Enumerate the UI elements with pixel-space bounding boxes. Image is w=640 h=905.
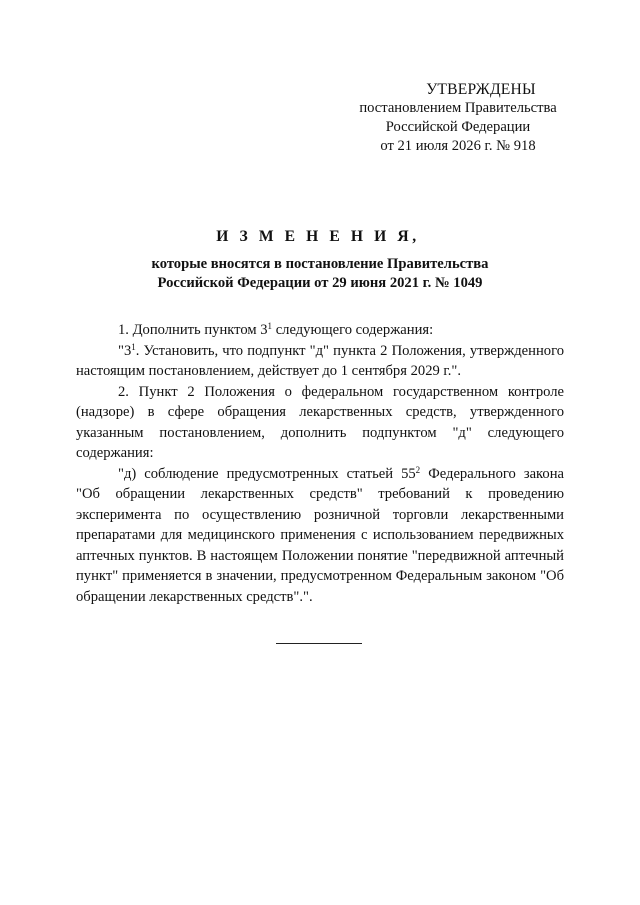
document-body (76, 320, 564, 607)
paragraph-1 (76, 320, 564, 341)
superscript: 1 (131, 341, 136, 352)
paragraph-3: 2. Пункт 2 Положения о федеральном государственном контроле (надзоре) в сфере обращения лекарственных средств, утвержденного указанным постановлением, дополнить подпунктом "д" следующего содержания: (76, 383, 564, 461)
subtitle-line-1: которые вносятся в постановление Правительства (151, 256, 489, 272)
superscript: 2 (415, 464, 421, 475)
paragraph-4-text: "д) соблюдение предусмотренных статьей 55 (118, 465, 416, 482)
paragraph-4-text-end: Федерального закона "Об обращении лекарственных средств" требований к проведению эксперимента по осуществлению розничной торговли лекарственными препаратами для медицинского применения с использованием передвижных аптечных пунктов. В настоящем Положении понятие "передвижной аптечный пункт" применяется в значении, предусмотренном Федеральным законом "Об обращении лекарственных средств".". (76, 465, 564, 605)
approval-line-3: от 21 июля 2026 г. № 918 (380, 138, 536, 154)
document-title: И З М Е Н Е Н И Я, (216, 228, 420, 245)
approval-line-1: постановлением Правительства (359, 100, 557, 116)
paragraph-1-text: 1. Дополнить пунктом 3 (118, 322, 268, 338)
paragraph-4 (76, 464, 564, 608)
document-title-block (0, 227, 640, 293)
approval-stamp (340, 80, 576, 156)
paragraph-1-text-end: следующего содержания: (272, 322, 434, 338)
approval-heading: УТВЕРЖДЕНЫ (426, 81, 536, 98)
document-subtitle (0, 255, 640, 293)
paragraph-2-text-end: . Установить, что подпункт "д" пункта 2 Положения, утвержденного настоящим постановлением, действует до 1 сентября 2029 г.". (76, 342, 564, 379)
paragraph-2-text: "3 (118, 342, 132, 359)
subtitle-line-2: Российской Федерации от 29 июня 2021 г. № 1049 (157, 275, 483, 291)
approval-line-2: Российской Федерации (385, 119, 531, 135)
paragraph-2 (76, 341, 564, 382)
separator-line (276, 643, 362, 644)
superscript: 1 (267, 321, 273, 331)
